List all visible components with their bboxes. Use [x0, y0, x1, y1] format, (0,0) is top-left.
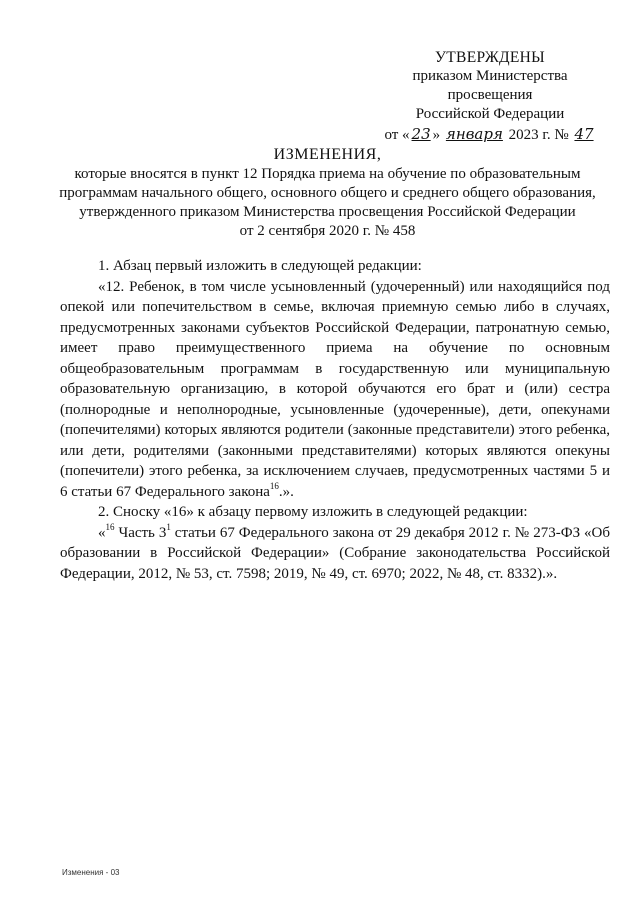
- item-1-end: .».: [278, 483, 294, 500]
- footnote-mark-16: 16: [105, 521, 115, 532]
- item-2-paragraph: [60, 523, 610, 585]
- item-1-paragraph: [60, 277, 610, 503]
- document-title-block: [40, 145, 615, 241]
- approval-block: [370, 48, 610, 145]
- item-2-text-a: Часть 3: [114, 524, 167, 541]
- approval-line-2: Российской Федерации: [415, 106, 565, 122]
- handwritten-month: января: [445, 125, 503, 143]
- item-2-open-quote: «: [98, 524, 106, 541]
- date-prefix: от «: [384, 127, 410, 143]
- item-1-text: «12. Ребенок, в том числе усыновленный (удочеренный) или находящийся под опекой или попечительством в семье, включая приемную семью либо в случаях, предусмотренных законами субъектов Российской Федерации, патронатную семью, имеет право преимущественного приема на обучение по основным общеобразовательным программам в государственную или муниципальную образовательную организацию, в которой обучаются его брат и (или) сестра (полнородные и неполнородные, усыновленные (удочеренные), дети, опекунами (попечителями) которых являются родители (законные представители) этого ребенка, или дети, родителями (законными представителями) которых являются опекуны (попечители) этого ребенка, за исключением случаев, предусмотренных частями 5 и 6 статьи 67 Федерального закона: [60, 278, 610, 500]
- footnote-ref-16: 16: [269, 480, 279, 491]
- handwritten-number: 47: [574, 125, 594, 143]
- title-line-2: программам начального общего, основного общего и среднего общего образования,: [59, 185, 596, 201]
- document-body: [60, 256, 610, 584]
- approval-line-1: приказом Министерства просвещения: [412, 68, 568, 103]
- item-2-text-b: статьи 67 Федерального закона от 29 декабря 2012 г. № 273-ФЗ «Об образовании в Российской Федерации» (Собрание законодательства Российской Федерации, 2012, № 53, ст. 7598; 2019, № 49, ст. 6970; 2022, № 48, ст. 8332).».: [60, 524, 610, 582]
- title-line-3: утвержденного приказом Министерства просвещения Российской Федерации: [79, 204, 576, 220]
- title-line-4: от 2 сентября 2020 г. № 458: [239, 223, 416, 239]
- date-mid: »: [432, 127, 441, 143]
- item-1-intro: 1. Абзац первый изложить в следующей редакции:: [98, 258, 422, 274]
- page-footer-label: Изменения - 03: [62, 868, 120, 877]
- approval-heading: УТВЕРЖДЕНЫ: [435, 49, 545, 66]
- date-suffix: 2023 г. №: [508, 127, 569, 143]
- document-title: ИЗМЕНЕНИЯ,: [273, 146, 382, 163]
- item-2-intro: 2. Сноску «16» к абзацу первому изложить в следующей редакции:: [98, 504, 528, 520]
- approval-date-line: [370, 125, 610, 145]
- part-superscript: 1: [166, 521, 171, 532]
- handwritten-day: 23: [411, 125, 431, 143]
- title-line-1: которые вносятся в пункт 12 Порядка приема на обучение по образовательным: [74, 166, 581, 182]
